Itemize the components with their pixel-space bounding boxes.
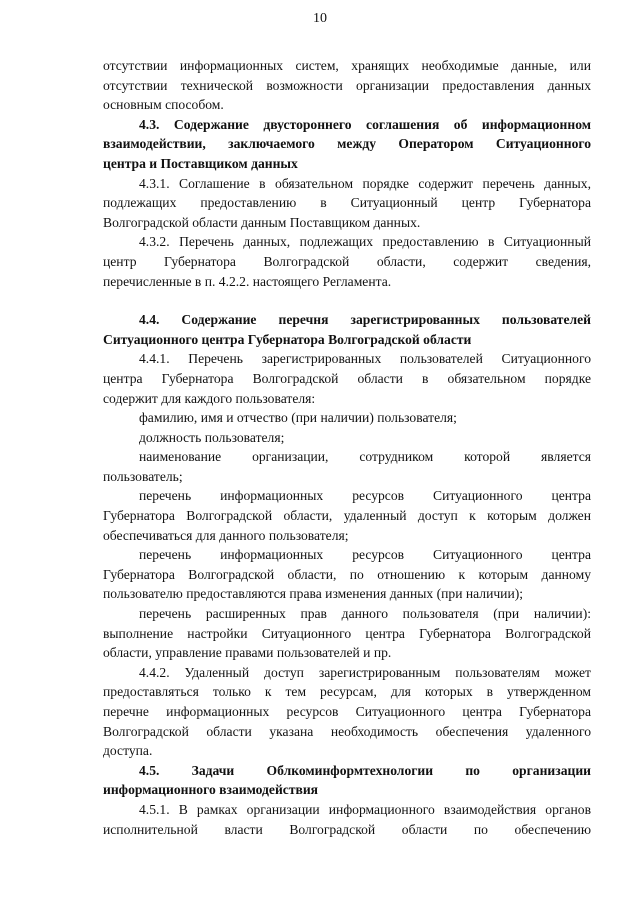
list-item-organization [103, 447, 591, 486]
text-line: Волгоградской области данным Поставщиком данных. [103, 214, 421, 230]
text-line: отсутствии технической возможности организации предоставления данных [103, 77, 591, 93]
heading-line: центра и Поставщиком данных [103, 155, 298, 171]
text-line: Волгоградской области указана необходимость обеспечения удаленного [103, 723, 591, 739]
heading-line: 4.3. Содержание двустороннего соглашения об информационном [139, 116, 591, 132]
text-line: центр Губернатора Волгоградской области, содержит сведения, [103, 253, 591, 269]
text-line: перечень информационных ресурсов Ситуационного центра [139, 547, 591, 563]
text-line: пользователь; [103, 468, 183, 484]
list-item-full-name [103, 408, 591, 428]
text-line: наименование организации, сотрудником которой является [139, 449, 591, 465]
paragraph-4-5-1 [103, 800, 591, 839]
text-line: отсутствии информационных систем, хранящих необходимые данные, или [103, 58, 591, 73]
text-line: исполнительной власти Волгоградской области по обеспечению [103, 821, 591, 837]
text-line: 4.4.2. Удаленный доступ зарегистрированным пользователям может [139, 664, 591, 680]
section-heading-4-5 [103, 761, 591, 800]
text-line: области, управление правами пользователей и пр. [103, 645, 392, 661]
list-item-edit-rights-resources [103, 545, 591, 604]
page-body [103, 56, 591, 839]
text-line: 4.5.1. В рамках организации информационного взаимодействия органов [139, 801, 591, 817]
page-number: 10 [313, 11, 327, 26]
text-line: центра Губернатора Волгоградской области в обязательном порядке [103, 370, 591, 386]
text-line: обеспечиваться для данного пользователя; [103, 527, 349, 543]
text-line: перечень информационных ресурсов Ситуационного центра [139, 488, 591, 504]
text-line: перечисленные в п. 4.2.2. настоящего Регламента. [103, 273, 392, 289]
list-item-extended-rights [103, 604, 591, 663]
heading-line: информационного взаимодействия [103, 782, 319, 798]
heading-line: 4.4. Содержание перечня зарегистрированных пользователей [139, 312, 591, 328]
text-line: 4.3.2. Перечень данных, подлежащих предоставлению в Ситуационный [139, 234, 591, 250]
text-line: содержит для каждого пользователя: [103, 390, 316, 406]
text-line: перечень расширенных прав данного пользователя (при наличии): [139, 606, 591, 622]
paragraph-4-4-1 [103, 349, 591, 408]
paragraph-4-4-2 [103, 663, 591, 761]
text-line: Губернатора Волгоградской области, по отношению к которым данному [103, 566, 591, 582]
text-line: должность пользователя; [139, 429, 285, 445]
text-line: перечне информационных ресурсов Ситуационного центра Губернатора [103, 704, 591, 719]
heading-line: 4.5. Задачи Облкоминформтехнологии по организации [139, 762, 591, 778]
list-item-position [103, 428, 591, 448]
paragraph-4-3-2 [103, 232, 591, 291]
text-line: пользователю предоставляются права изменения данных (при наличии); [103, 586, 524, 602]
section-heading-4-4 [103, 310, 591, 349]
paragraph-4-3-1 [103, 174, 591, 233]
paragraph-continuation [103, 56, 591, 115]
text-line: доступа. [103, 743, 153, 759]
text-line: Губернатора Волгоградской области, удаленный доступ к которым должен [103, 508, 591, 524]
text-line: фамилию, имя и отчество (при наличии) пользователя; [139, 410, 457, 426]
text-line: основным способом. [103, 97, 224, 113]
section-heading-4-3 [103, 115, 591, 174]
list-item-remote-access-resources [103, 486, 591, 545]
heading-line: Ситуационного центра Губернатора Волгоградской области [103, 331, 472, 347]
text-line: выполнение настройки Ситуационного центра Губернатора Волгоградской [103, 625, 591, 641]
heading-line: взаимодействии, заключаемого между Оператором Ситуационного [103, 136, 591, 152]
text-line: 4.3.1. Соглашение в обязательном порядке содержит перечень данных, [139, 175, 591, 191]
text-line: подлежащих предоставлению в Ситуационный центр Губернатора [103, 195, 591, 211]
text-line: 4.4.1. Перечень зарегистрированных пользователей Ситуационного [139, 351, 591, 367]
text-line: предоставляться только к тем ресурсам, для которых в утвержденном [103, 684, 591, 700]
paragraph-spacer [103, 291, 591, 310]
